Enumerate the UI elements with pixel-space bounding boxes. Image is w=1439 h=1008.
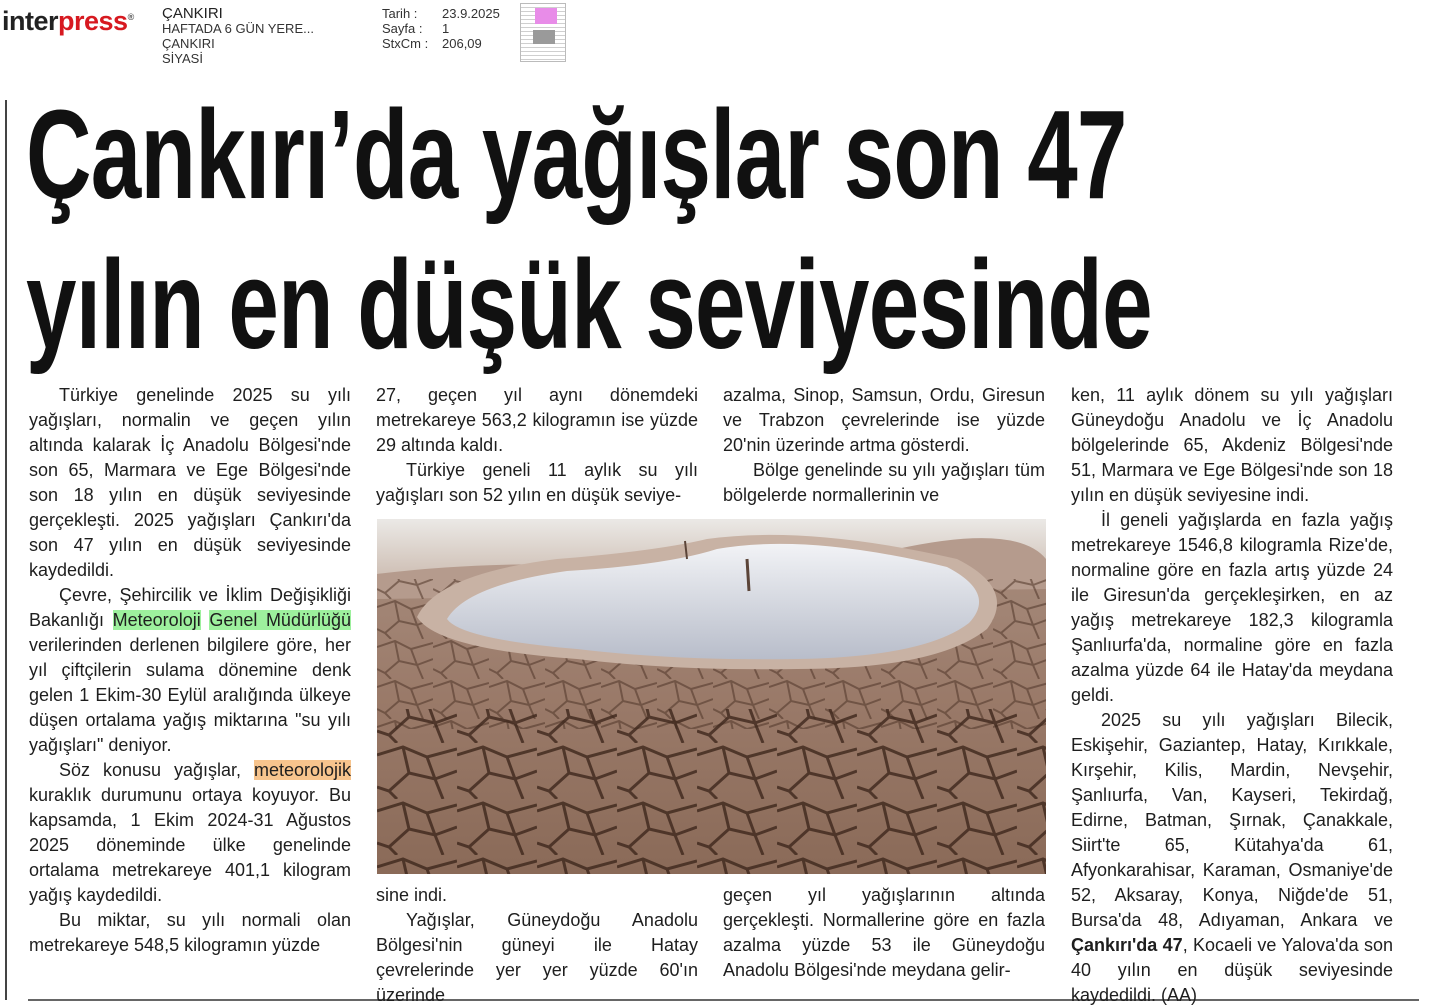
stxcm-value: 206,09 xyxy=(442,36,482,51)
date-value: 23.9.2025 xyxy=(442,6,500,21)
registered-mark: ® xyxy=(127,12,134,22)
page-label: Sayfa : xyxy=(382,21,423,36)
stxcm-row xyxy=(382,36,500,51)
bold-city-stat: Çankırı'da 47 xyxy=(1071,935,1183,955)
thumbnail-photo xyxy=(533,30,555,44)
drought-photo xyxy=(377,519,1046,874)
cracked-earth-image xyxy=(377,519,1046,874)
text-span: verilerinden derlenen bilgilere göre, her yıl çiftçilerin sulama dönemine denk gelen 1 Ekim-30 Eylül aralığında ülkeye düşen ortalama yağış miktarına "su yılı yağışları" deniyor. xyxy=(29,635,351,755)
text-span: Çevre, Şehircilik ve İklim Değişikliği Bakanlığı xyxy=(29,585,351,630)
paragraph xyxy=(29,583,351,758)
page-thumbnail[interactable] xyxy=(520,3,566,62)
paragraph: geçen yıl yağışlarının altında gerçekleşti. Normallerine göre en fazla azalma yüzde 53 ile Güneydoğu Anadolu Bölgesi'nde meydana gelir- xyxy=(723,885,1045,980)
paragraph: Türkiye genelinde 2025 su yılı yağışları, normalin ve geçen yılın altında kalarak İç Anadolu Bölgesi'nde son 65, Marmara ve Ege Bölgesi'nde son 18 yılın en düşük seviyesinde gerçekleşti. 2025 yağışları Çankırı'da son 47 yılın en düşük seviyesinde kaydedildi. xyxy=(29,385,351,580)
headline-line-2: yılın en düşük seviyesinde xyxy=(26,234,1152,375)
headline-line-1: Çankırı’da yağışlar son 47 xyxy=(26,84,1127,225)
paragraph: Bu miktar, su yılı normali olan metrekareye 548,5 kilogramın yüzde xyxy=(29,910,351,955)
text-span: , Kocaeli ve Yalova'da son 40 yılın en düşük seviyesinde kaydedildi. (AA) xyxy=(1071,935,1393,1005)
page-row xyxy=(382,21,500,36)
paragraph: azalma, Sinop, Samsun, Ordu, Giresun ve Trabzon çevrelerinde ise yüzde 20'nin üzerinde artma gösterdi. xyxy=(723,385,1045,455)
text-span: kuraklık durumunu ortaya koyuyor. Bu kapsamda, 1 Ekim 2024-31 Ağustos 2025 döneminde ülke genelinde ortalama metrekareye 401,1 kilogram yağış kaydedildi. xyxy=(29,785,351,905)
article-column-4 xyxy=(1071,383,1393,1008)
thumbnail-highlight xyxy=(535,8,557,24)
paragraph: ken, 11 aylık dönem su yılı yağışları Güneydoğu Anadolu ve İç Anadolu bölgelerinde 65, Akdeniz Bölgesi'nde 51, Marmara ve Ege Bölgesi'nde son 18 yılın en düşük seviyesine indi. xyxy=(1071,385,1393,505)
article-headline xyxy=(26,80,1152,380)
logo-main-text: inter xyxy=(2,6,59,36)
clipping-details xyxy=(382,6,500,51)
article-column-3-top xyxy=(723,383,1045,508)
article-column-3-bottom xyxy=(723,883,1045,983)
article-column-2-top xyxy=(376,383,698,508)
paragraph xyxy=(1071,708,1393,1008)
paragraph: sine indi. xyxy=(376,885,448,905)
paragraph: 27, geçen yıl aynı dönemdeki metrekareye 563,2 kilogramın ise yüzde 29 altında kaldı. xyxy=(376,385,698,455)
category-name: SİYASİ xyxy=(162,51,203,66)
paragraph xyxy=(29,758,351,908)
paragraph: Yağışlar, Güneydoğu Anadolu Bölgesi'nin güneyi ile Hatay çevrelerinde yer yer yüzde 60'ın üzerinde xyxy=(376,910,698,1005)
clipping-source-info xyxy=(162,6,314,66)
date-label: Tarih : xyxy=(382,6,418,21)
interpress-logo xyxy=(2,6,134,37)
paragraph: Türkiye geneli 11 aylık su yılı yağışları son 52 yılın en düşük seviye- xyxy=(376,460,698,505)
text-span: Söz konusu yağışlar, xyxy=(59,760,254,780)
stxcm-label: StxCm : xyxy=(382,36,429,51)
keyword-highlight: Meteoroloji xyxy=(112,610,201,630)
region-name: ÇANKIRI xyxy=(162,36,215,51)
logo-accent-text: press xyxy=(58,6,128,36)
keyword-highlight: meteorolojik xyxy=(253,760,351,780)
date-row xyxy=(382,6,500,21)
publication-name: HAFTADA 6 GÜN YERE... xyxy=(162,21,314,36)
page-value: 1 xyxy=(442,21,450,36)
article-column-2-bottom xyxy=(376,883,698,1008)
text-span: 2025 su yılı yağışları Bilecik, Eskişehir, Gaziantep, Hatay, Kırıkkale, Kırşehir, Kilis, Mardin, Nevşehir, Şanlıurfa, Van, Kayseri, Tekirdağ, Edirne, Batman, Şırnak, Çanakkale, Siirt'te 65, Kütahya'da 61, Afyonkarahisar, Karaman, Osmaniye'de 52, Aksaray, Konya, Niğde'de 51, Bursa'da 48, Adıyaman, Ankara ve xyxy=(1071,710,1393,930)
left-column-rule xyxy=(5,100,7,1000)
paragraph: Bölge genelinde su yılı yağışları tüm bölgelerde normallerinin ve xyxy=(723,460,1045,505)
paragraph: İl geneli yağışlarda en fazla yağış metrekareye 1546,8 kilogramla Rize'de, normaline göre en fazla artış yüzde 24 ile Giresun'da gerçekleşirken, en az yağış metrekareye 182,3 kilogramla Şanlıurfa'da, normaline göre en fazla azalma yüzde 64 ile Hatay'da meydana geldi. xyxy=(1071,510,1393,705)
city-name: ÇANKIRI xyxy=(162,5,223,22)
article-column-1 xyxy=(29,383,351,958)
keyword-highlight: Genel Müdürlüğü xyxy=(209,610,351,630)
